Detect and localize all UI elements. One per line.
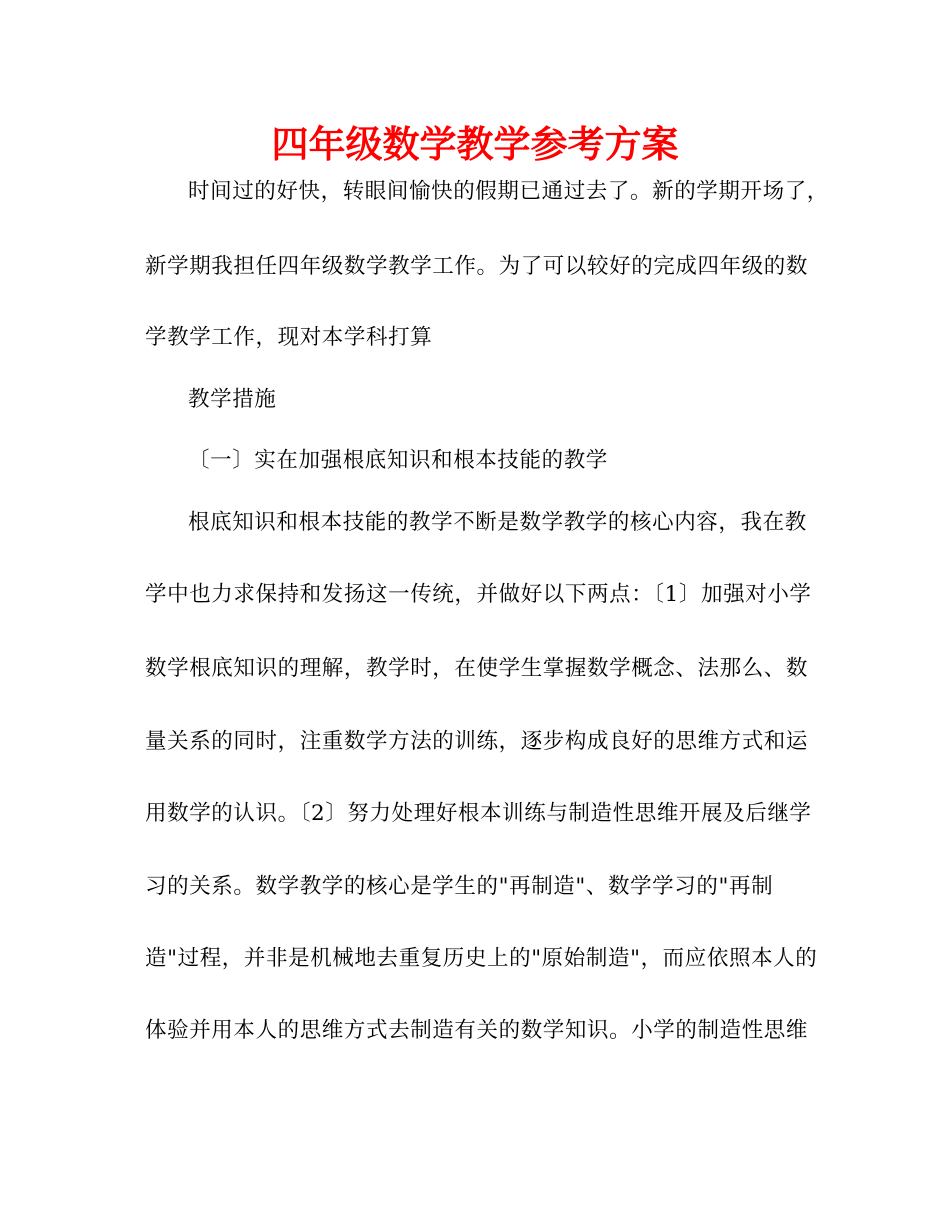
paragraph-line: 用数学的认识。〔2〕努力处理好根本训练与制造性思维开展及后继学 [145,801,812,826]
paragraph-line: 数学根底知识的理解，教学时，在使学生掌握数学概念、法那么、数 [145,656,809,681]
section-heading: 教学措施 [188,387,277,412]
subsection-heading: 〔一〕实在加强根底知识和根本技能的教学 [188,448,608,473]
paragraph-line: 造"过程，并非是机械地去重复历史上的"原始制造"，而应依照本人的 [145,946,818,971]
paragraph-line: 新学期我担任四年级数学教学工作。为了可以较好的完成四年级的数 [145,254,809,279]
paragraph-line: 根底知识和根本技能的教学不断是数学教学的核心内容，我在教 [188,510,807,535]
paragraph-line: 量关系的同时，注重数学方法的训练，逐步构成良好的思维方式和运 [145,729,809,754]
document-title: 四年级数学教学参考方案 [271,123,679,166]
paragraph-line: 学教学工作，现对本学科打算 [145,325,433,350]
paragraph-line: 学中也力求保持和发扬这一传统，并做好以下两点：〔1〕加强对小学 [145,582,812,607]
paragraph-line: 时间过的好快，转眼间愉快的假期已通过去了。新的学期开场了， [188,179,829,204]
paragraph-line: 体验并用本人的思维方式去制造有关的数学知识。小学的制造性思维 [145,1018,809,1043]
paragraph-line: 习的关系。数学教学的核心是学生的"再制造"、数学学习的"再制 [145,874,774,899]
